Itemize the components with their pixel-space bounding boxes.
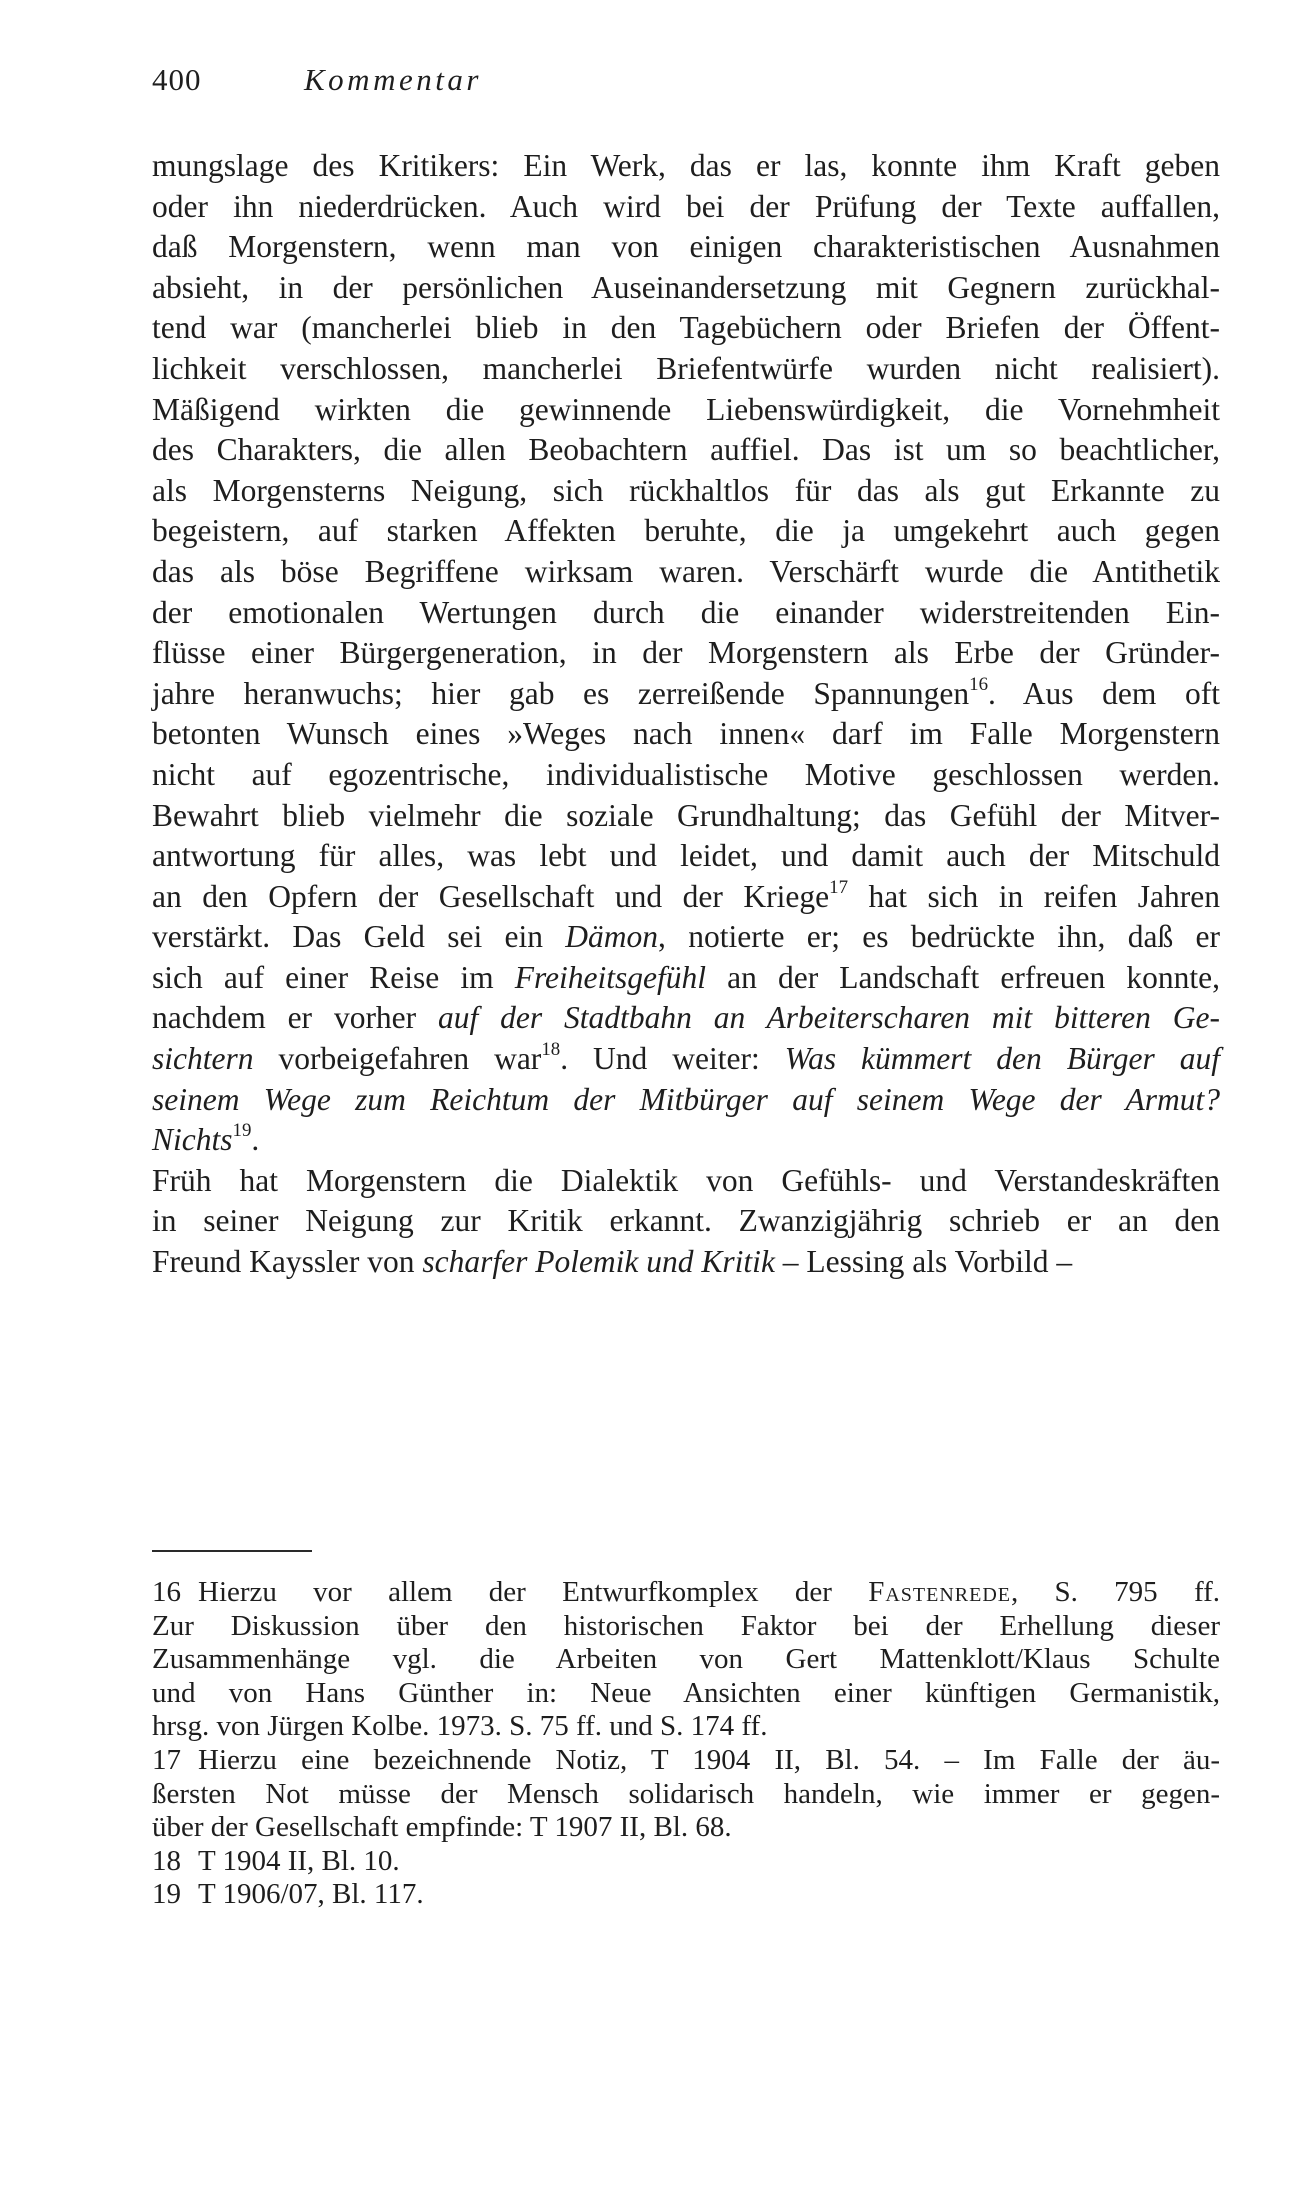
text-run: nicht auf egozentrische, individualistische Motive geschlossen werden. xyxy=(152,756,1220,792)
body-line xyxy=(152,1120,1220,1161)
text-run: als Morgensterns Neigung, sich rückhaltlos für das als gut Erkannte zu xyxy=(152,472,1220,508)
body-line xyxy=(152,390,1220,431)
body-line xyxy=(152,1161,1220,1202)
body-line xyxy=(152,430,1220,471)
text-run: . Aus dem oft xyxy=(988,675,1220,711)
footnote-line xyxy=(152,1576,1220,1610)
text-run: jahre heranwuchs; hier gab es zerreißende Spannungen xyxy=(152,675,970,711)
text-run: . xyxy=(251,1122,260,1158)
text-run: der emotionalen Wertungen durch die einander widerstreitenden Ein- xyxy=(152,594,1220,630)
footnote-line xyxy=(152,1878,1220,1912)
text-run: . Und weiter: xyxy=(560,1041,785,1077)
text-run: Zur Diskussion über den historischen Faktor bei der Erhellung dieser xyxy=(152,1609,1220,1642)
text-run: , notierte er; es bedrückte ihn, daß er xyxy=(658,919,1220,955)
body-line xyxy=(152,227,1220,268)
text-run: flüsse einer Bürgergeneration, in der Morgenstern als Erbe der Gründer- xyxy=(152,635,1220,671)
text-run: vorbeigefahren war xyxy=(253,1041,542,1077)
italic-quote: auf der Stadtbahn an Arbeiterscharen mit bitteren Ge- xyxy=(438,1000,1220,1036)
footnote-line xyxy=(152,1778,1220,1812)
body-line xyxy=(152,755,1220,796)
footnote-line xyxy=(152,1710,1220,1744)
text-run: – Lessing als Vorbild – xyxy=(774,1244,1073,1280)
text-run: über der Gesellschaft empfinde: T 1907 II, Bl. 68. xyxy=(152,1811,732,1844)
text-run: verstärkt. Das Geld sei ein xyxy=(152,919,566,955)
body-line xyxy=(152,349,1220,390)
body-line xyxy=(152,1080,1220,1121)
body-line xyxy=(152,268,1220,309)
text-run: an der Landschaft erfreuen konnte, xyxy=(706,959,1220,995)
text-run: an den Opfern der Gesellschaft und der Kriege xyxy=(152,878,830,914)
footnote-number: 17 xyxy=(152,1743,181,1776)
footnote-line xyxy=(152,1744,1220,1778)
italic-quote: seinem Wege zum Reichtum der Mitbürger auf seinem Wege der Armut? xyxy=(152,1081,1220,1117)
text-run: Zusammenhänge vgl. die Arbeiten von Gert Mattenklott/Klaus Schulte xyxy=(152,1643,1220,1676)
italic-quote: sichtern xyxy=(152,1041,254,1077)
text-run: das als böse Begriffene wirksam waren. Verschärft wurde die Antithetik xyxy=(152,553,1220,589)
text-run: hat sich in reifen Jahren xyxy=(848,878,1220,914)
main-body-text xyxy=(152,146,1220,1283)
footnote-line xyxy=(152,1845,1220,1879)
italic-quote: Dämon xyxy=(565,919,659,955)
text-run: hrsg. von Jürgen Kolbe. 1973. S. 75 ff. und S. 174 ff. xyxy=(152,1710,768,1743)
footnote-number: 19 xyxy=(152,1878,181,1911)
body-line xyxy=(152,958,1220,999)
text-run: begeistern, auf starken Affekten beruhte, die ja umgekehrt auch gegen xyxy=(152,513,1220,549)
text-run: ßersten Not müsse der Mensch solidarisch handeln, wie immer er gegen- xyxy=(152,1777,1220,1810)
text-run: T 1904 II, Bl. 10. xyxy=(198,1844,400,1877)
text-run: daß Morgenstern, wenn man von einigen charakteristischen Ausnahmen xyxy=(152,229,1220,265)
text-run: mungslage des Kritikers: Ein Werk, das er las, konnte ihm Kraft geben xyxy=(152,148,1220,183)
footnote-number: 18 xyxy=(152,1844,181,1877)
body-line xyxy=(152,877,1220,918)
body-line xyxy=(152,593,1220,634)
text-run: betonten Wunsch eines »Weges nach innen« darf im Falle Morgenstern xyxy=(152,716,1220,752)
text-run: des Charakters, die allen Beobachtern auffiel. Das ist um so beachtlicher, xyxy=(152,432,1220,468)
footnote-reference: 16 xyxy=(969,673,989,695)
footnote-reference: 19 xyxy=(232,1120,252,1142)
footnote-reference: 17 xyxy=(829,876,849,898)
body-line xyxy=(152,1039,1220,1080)
footnote-line xyxy=(152,1811,1220,1845)
body-line xyxy=(152,998,1220,1039)
italic-quote: Nichts xyxy=(152,1122,233,1158)
footnote-reference: 18 xyxy=(541,1038,561,1060)
footnote-separator-rule xyxy=(152,1550,312,1552)
body-line xyxy=(152,552,1220,593)
footnote-line xyxy=(152,1643,1220,1677)
text-run: Hierzu eine bezeichnende Notiz, T 1904 II, Bl. 54. – Im Falle der äu- xyxy=(198,1743,1220,1776)
body-line xyxy=(152,714,1220,755)
text-run: Hierzu vor allem der Entwurfkomplex der xyxy=(198,1576,869,1608)
work-title-small-caps: Fastenrede xyxy=(868,1576,1011,1608)
body-line xyxy=(152,1242,1220,1283)
body-line xyxy=(152,796,1220,837)
running-head: Kommentar xyxy=(304,62,482,97)
text-run: , S. 795 ff. xyxy=(1011,1576,1220,1608)
text-run: T 1906/07, Bl. 117. xyxy=(198,1878,424,1911)
text-run: und von Hans Günther in: Neue Ansichten einer künftigen Germanistik, xyxy=(152,1676,1220,1709)
footnotes xyxy=(152,1576,1220,1912)
text-run: Bewahrt blieb vielmehr die soziale Grundhaltung; das Gefühl der Mitver- xyxy=(152,797,1220,833)
page-number: 400 xyxy=(152,62,202,97)
body-line xyxy=(152,187,1220,228)
text-run: lichkeit verschlossen, mancherlei Briefentwürfe wurden nicht realisiert). xyxy=(152,350,1220,386)
text-run: nachdem er vorher xyxy=(152,1000,439,1036)
body-line xyxy=(152,511,1220,552)
body-line xyxy=(152,471,1220,512)
text-run: tend war (mancherlei blieb in den Tagebüchern oder Briefen der Öffent- xyxy=(152,310,1220,346)
body-line xyxy=(152,836,1220,877)
italic-quote: Was kümmert den Bürger auf xyxy=(784,1041,1220,1077)
text-run: antwortung für alles, was lebt und leidet, und damit auch der Mitschuld xyxy=(152,838,1220,874)
italic-quote: scharfer Polemik und Kritik xyxy=(422,1244,775,1280)
body-line xyxy=(152,1201,1220,1242)
text-run: oder ihn niederdrücken. Auch wird bei der Prüfung der Texte auffallen, xyxy=(152,188,1220,224)
text-run: Mäßigend wirkten die gewinnende Liebenswürdigkeit, die Vornehmheit xyxy=(152,391,1220,427)
body-line xyxy=(152,674,1220,715)
text-run: Früh hat Morgenstern die Dialektik von Gefühls- und Verstandeskräften xyxy=(152,1162,1220,1198)
body-line xyxy=(152,633,1220,674)
footnote-number: 16 xyxy=(152,1576,181,1608)
text-run: absieht, in der persönlichen Auseinandersetzung mit Gegnern zurückhal- xyxy=(152,269,1220,305)
text-run: Freund Kayssler von xyxy=(152,1244,423,1280)
body-line xyxy=(152,917,1220,958)
text-run: in seiner Neigung zur Kritik erkannt. Zwanzigjährig schrieb er an den xyxy=(152,1203,1220,1239)
footnote-line xyxy=(152,1610,1220,1644)
text-run: sich auf einer Reise im xyxy=(152,959,515,995)
body-line xyxy=(152,308,1220,349)
body-line xyxy=(152,146,1220,187)
italic-quote: Freiheitsgefühl xyxy=(514,959,707,995)
footnote-line xyxy=(152,1677,1220,1711)
